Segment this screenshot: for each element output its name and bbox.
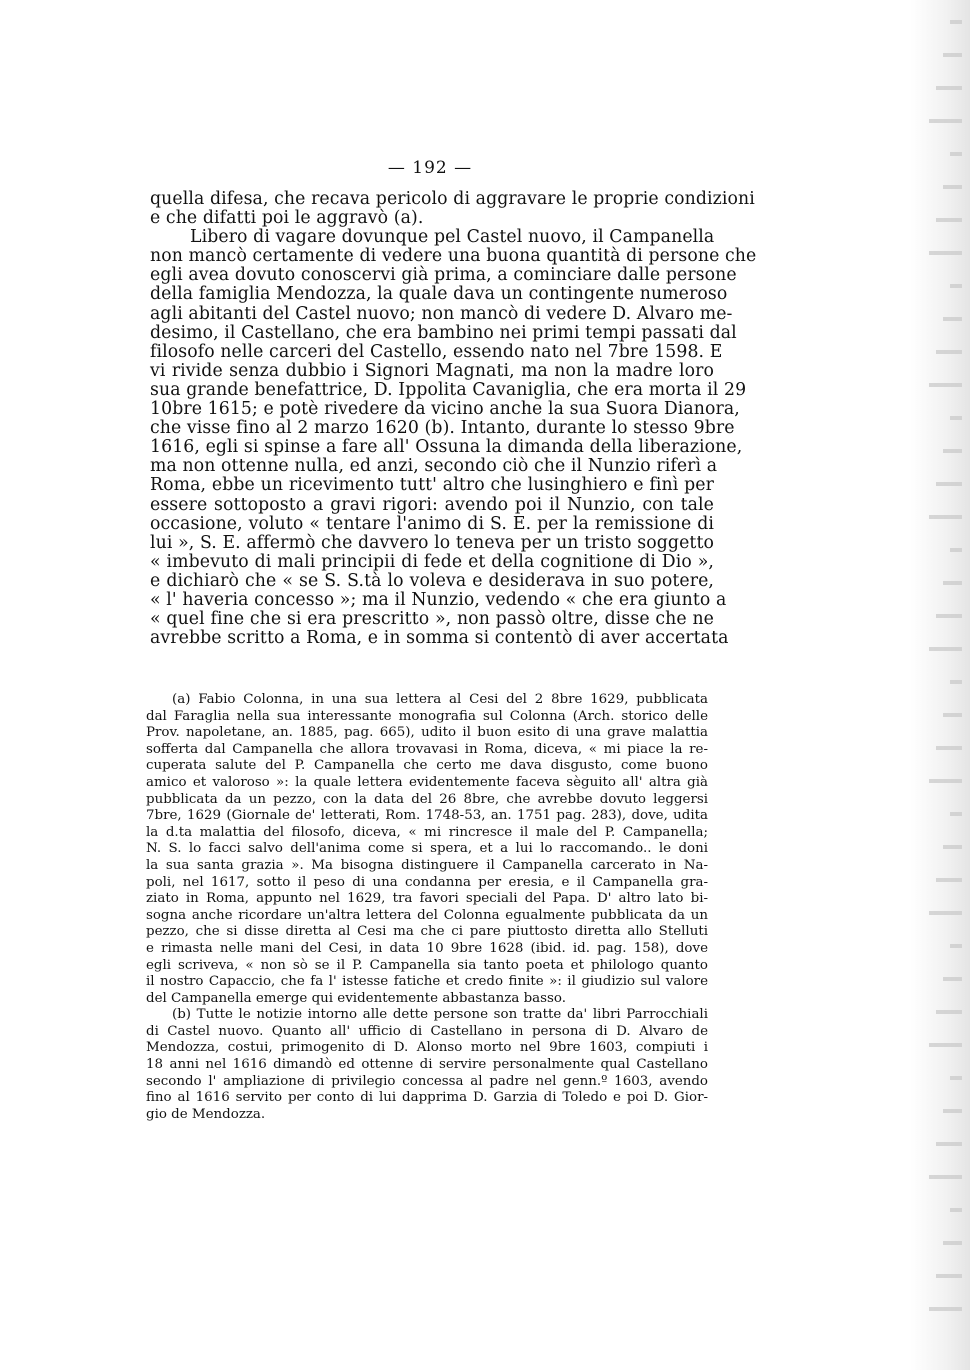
text-line: e dichiarò che « se S. S.tà lo voleva e desiderava in suo potere, — [150, 570, 714, 591]
edge-mark — [936, 350, 962, 354]
edge-mark — [929, 779, 962, 783]
edge-mark — [943, 1241, 962, 1245]
footnote-line: 18 anni nel 1616 dimandò ed ottenne di servire personalmente qual Castellano — [146, 1057, 708, 1073]
edge-mark — [929, 119, 962, 123]
edge-mark — [936, 1274, 962, 1278]
text-line: occasione, voluto « tentare l'animo di S. E. per la remissione di — [150, 513, 714, 534]
footnote-line: del Campanella emerge qui evidentemente abbastanza basso. — [146, 990, 566, 1006]
footnote-line: amico et valoroso »: la quale lettera evidentemente faceva sèguito all' altra già — [146, 774, 708, 790]
edge-mark — [936, 1010, 962, 1014]
footnote-line: Prov. napoletane, an. 1885, pag. 665), udito il buon esito di una grave malattia — [146, 725, 708, 741]
text-line: 1616, egli si spinse a fare all' Ossuna la dimanda della liberazione, — [150, 437, 743, 458]
page-number: — 192 — — [387, 158, 473, 178]
edge-mark — [929, 251, 962, 255]
edge-mark — [943, 977, 962, 981]
footnote-line: e rimasta nelle mani del Cesi, in data 10 9bre 1628 (ibid. id. pag. 158), dove — [146, 940, 708, 956]
edge-mark — [936, 746, 962, 750]
footnote-line: dal Faraglia nella sua interessante monografia sul Colonna (Arch. storico delle — [146, 708, 708, 724]
edge-mark — [950, 20, 962, 24]
edge-mark — [943, 317, 962, 321]
main-text — [150, 189, 757, 649]
footnote-line: poli, nel 1617, sotto il peso di una condanna per eresia, e il Campanella gra- — [146, 874, 708, 890]
text-line: agli abitanti del Castel nuovo; non mancò di vedere D. Alvaro me- — [150, 303, 733, 324]
footnote-line: egli scriveva, « non sò se il P. Campanella sia tanto poeta et philologo quanto — [146, 957, 708, 973]
edge-mark — [943, 185, 962, 189]
page-edge-scan-artifact — [910, 0, 970, 1370]
footnote-line: pezzo, che si disse diretta al Cesi ma che ci pare piuttosto diretta allo Stelluti — [146, 924, 708, 940]
footnote-line: N. S. lo facci salvo dell'anima come si spera, et a lui lo raccomando.. le doni — [146, 841, 708, 857]
text-line: avrebbe scritto a Roma, e in somma si contentò di aver accertata — [150, 628, 729, 649]
footnote-line: il nostro Capaccio, che fa l' istesse fatiche et credo finite »: il giudizio sul valore — [146, 974, 708, 990]
edge-mark — [943, 53, 962, 57]
edge-mark — [943, 713, 962, 717]
edge-mark — [929, 383, 962, 387]
text-line: Roma, ebbe un ricevimento tutt' altro che lusinghiero e finì per — [150, 475, 714, 496]
footnote-line: ziato in Roma, appunto nel 1629, tra favori speciali del Papa. D' altro lato bi- — [146, 891, 708, 907]
edge-mark — [936, 614, 962, 618]
edge-mark — [929, 515, 962, 519]
text-line: e che difatti poi le aggravò (a). — [150, 208, 424, 229]
edge-mark — [950, 548, 962, 552]
text-line: quella difesa, che recava pericolo di aggravare le proprie condizioni — [150, 189, 755, 209]
footnote-line: (a) Fabio Colonna, in una sua lettera al Cesi del 2 8bre 1629, pubblicata — [172, 692, 708, 707]
text-line: « l' haveria concesso »; ma il Nunzio, vedendo « che era giunto a — [150, 589, 727, 610]
edge-mark — [936, 878, 962, 882]
text-line: Libero di vagare dovunque pel Castel nuovo, il Campanella — [190, 227, 715, 248]
edge-mark — [929, 1307, 962, 1311]
edge-mark — [950, 284, 962, 288]
footnote-line: (b) Tutte le notizie intorno alle dette persone son tratte da' libri Parrocchiali — [172, 1007, 708, 1023]
text-line: non mancò certamente di vedere una buona quantità di persone che — [150, 246, 757, 267]
edge-mark — [929, 1043, 962, 1047]
footnote-line: pubblicata da un pezzo, con la data del 26 8bre, che avrebbe dovuto leggersi — [146, 791, 708, 807]
edge-mark — [943, 581, 962, 585]
edge-mark — [950, 416, 962, 420]
edge-mark — [943, 449, 962, 453]
edge-mark — [950, 1076, 962, 1080]
footnote-line: sogna anche ricordare un'altra lettera del Colonna egualmente pubblicata da un — [146, 907, 708, 923]
text-line: ma non ottenne nulla, ed anzi, secondo ciò che il Nunzio riferì a — [150, 456, 718, 477]
footnote-line: fino al 1616 servito per conto di lui dapprima D. Garzia di Toledo e poi D. Gior- — [146, 1090, 708, 1106]
text-line: sua grande benefattrice, D. Ippolita Cavaniglia, che era morta il 29 — [150, 379, 747, 400]
footnotes — [146, 692, 708, 1123]
footnote-line: cuperata salute del P. Campanella che certo me dava disgusto, come buono — [146, 758, 708, 774]
edge-mark — [936, 86, 962, 90]
edge-mark — [950, 680, 962, 684]
footnote-line: sofferta dal Campanella che allora trovavasi in Roma, diceva, « mi piace la re- — [146, 741, 708, 757]
edge-mark — [943, 1109, 962, 1113]
text-line: che visse fino al 2 marzo 1620 (b). Intanto, durante lo stesso 9bre — [150, 418, 735, 439]
text-line: desimo, il Castellano, che era bambino nei primi tempi passati dal — [150, 322, 737, 343]
edge-mark — [943, 845, 962, 849]
footnote-line: secondo l' ampliazione di privilegio concessa al padre nel genn.º 1603, avendo — [146, 1073, 708, 1089]
edge-mark — [936, 218, 962, 222]
text-line: della famiglia Mendozza, la quale dava un contingente numeroso — [150, 284, 728, 305]
text-line: 10bre 1615; e potè rivedere da vicino anche la sua Suora Dianora, — [150, 399, 740, 420]
edge-mark — [950, 152, 962, 156]
edge-mark — [936, 1142, 962, 1146]
edge-mark — [929, 1175, 962, 1179]
text-line: vi rivide senza dubbio i Signori Magnati, ma non la madre loro — [150, 360, 714, 381]
footnote-line: Mendozza, costui, primogenito di D. Alonso morto nel 9bre 1603, compiuti i — [146, 1040, 708, 1056]
footnote-line: 7bre, 1629 (Giornale de' letterati, Rom. 1748-53, an. 1751 pag. 283), dove, udita — [146, 808, 708, 824]
text-line: egli avea dovuto conoscervi già prima, a cominciare dalle persone — [150, 265, 737, 286]
edge-mark — [950, 944, 962, 948]
text-line: filosofo nelle carceri del Castello, essendo nato nel 7bre 1598. E — [150, 341, 723, 362]
footnote-line: la d.ta malattia del filosofo, diceva, « mi rincresce il male del P. Campanella; — [146, 824, 708, 840]
edge-mark — [950, 812, 962, 816]
footnote-line: la sua santa grazia ». Ma bisogna distinguere il Campanella carcerato in Na- — [146, 857, 708, 873]
edge-mark — [936, 482, 962, 486]
text-line: « imbevuto di mali principii di fede et della cognitione di Dio », — [150, 551, 714, 572]
footnote-line: di Castel nuovo. Quanto all' ufficio di Castellano in persona di D. Alvaro de — [146, 1023, 708, 1039]
edge-mark — [929, 647, 962, 651]
text-line: « quel fine che si era prescritto », non passò oltre, disse che ne — [150, 609, 714, 630]
footnote-line: gio de Mendozza. — [146, 1106, 266, 1122]
edge-mark — [929, 911, 962, 915]
edge-mark — [950, 1208, 962, 1212]
text-line: lui », S. E. affermò che davvero lo teneva per un tristo soggetto — [150, 532, 714, 553]
text-line: essere sottoposto a gravi rigori: avendo poi il Nunzio, con tale — [150, 494, 714, 515]
